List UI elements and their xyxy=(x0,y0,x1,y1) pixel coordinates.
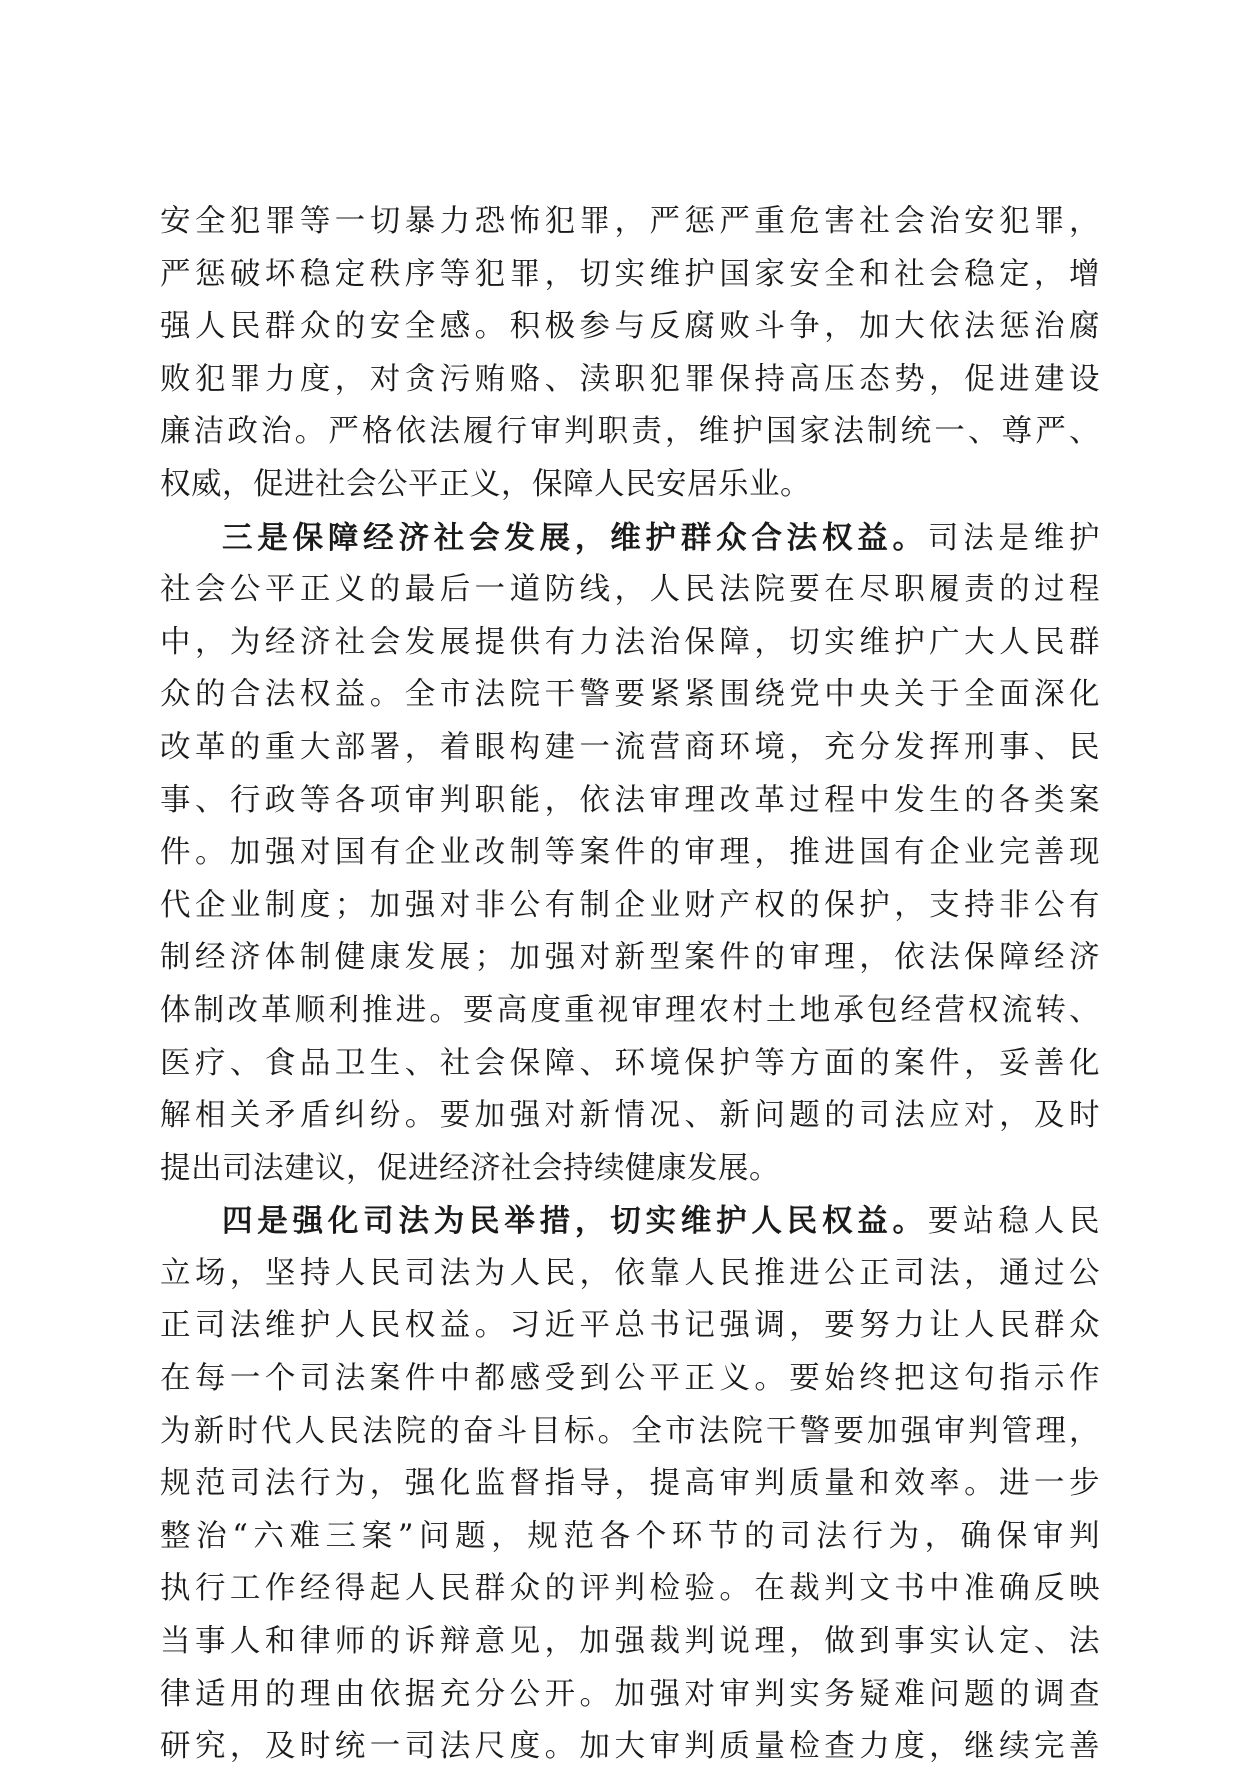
text-fragment: 司法是维护 xyxy=(927,520,1101,556)
continuation-paragraph xyxy=(160,196,1100,512)
text-line: 立场，坚持人民司法为人民，依靠人民推进公正司法，通过公 xyxy=(160,1255,1100,1291)
text-line: 正司法维护人民权益。习近平总书记强调，要努力让人民群众 xyxy=(160,1308,1100,1344)
text-line: 改革的重大部署，着眼构建一流营商环境，充分发挥刑事、民 xyxy=(160,729,1100,765)
text-line: 制经济体制健康发展；加强对新型案件的审理，依法保障经济 xyxy=(160,940,1100,976)
text-line: 律适用的理由依据充分公开。加强对审判实务疑难问题的调查 xyxy=(160,1676,1100,1712)
text-line: 廉洁政治。严格依法履行审判职责，维护国家法制统一、尊严、 xyxy=(160,414,1100,450)
text-line: 执行工作经得起人民群众的评判检验。在裁判文书中准确反映 xyxy=(160,1571,1100,1607)
text-line: 社会公平正义的最后一道防线，人民法院要在尽职履责的过程 xyxy=(160,572,1100,608)
text-line: 为新时代人民法院的奋斗目标。全市法院干警要加强审判管理， xyxy=(160,1413,1100,1449)
text-line: 中，为经济社会发展提供有力法治保障，切实维护广大人民群 xyxy=(160,624,1100,660)
section-3-heading: 三是保障经济社会发展，维护群众合法权益。 xyxy=(222,519,928,556)
text-line: 强人民群众的安全感。积极参与反腐败斗争，加大依法惩治腐 xyxy=(160,309,1100,345)
section-3-paragraph xyxy=(160,512,1100,1196)
text-line: 研究，及时统一司法尺度。加大审判质量检查力度，继续完善 xyxy=(160,1729,1100,1765)
text-line: 代企业制度；加强对非公有制企业财产权的保护，支持非公有 xyxy=(160,887,1100,923)
text-line: 权威，促进社会公平正义，保障人民安居乐业。 xyxy=(160,466,811,502)
text-line: 医疗、食品卫生、社会保障、环境保护等方面的案件，妥善化 xyxy=(160,1045,1100,1081)
body-text xyxy=(160,196,1100,1774)
section-3-first-line xyxy=(160,512,1100,565)
text-line: 事、行政等各项审判职能，依法审理改革过程中发生的各类案 xyxy=(160,782,1100,818)
text-line: 提出司法建议，促进经济社会持续健康发展。 xyxy=(160,1150,780,1186)
section-4-heading: 四是强化司法为民举措，切实维护人民权益。 xyxy=(222,1203,928,1240)
text-line: 严惩破坏稳定秩序等犯罪，切实维护国家安全和社会稳定，增 xyxy=(160,256,1100,292)
section-4-first-line xyxy=(160,1195,1100,1248)
section-4-paragraph xyxy=(160,1195,1100,1774)
text-line: 在每一个司法案件中都感受到公平正义。要始终把这句指示作 xyxy=(160,1361,1100,1397)
text-line: 体制改革顺利推进。要高度重视审理农村土地承包经营权流转、 xyxy=(160,992,1100,1028)
text-line: 败犯罪力度，对贪污贿赂、渎职犯罪保持高压态势，促进建设 xyxy=(160,361,1100,397)
text-line: 件。加强对国有企业改制等案件的审理，推进国有企业完善现 xyxy=(160,835,1100,871)
text-line: 规范司法行为，强化监督指导，提高审判质量和效率。进一步 xyxy=(160,1466,1100,1502)
text-line: 解相关矛盾纠纷。要加强对新情况、新问题的司法应对，及时 xyxy=(160,1098,1100,1134)
text-fragment: 要站稳人民 xyxy=(927,1204,1101,1240)
text-line: 众的合法权益。全市法院干警要紧紧围绕党中央关于全面深化 xyxy=(160,677,1100,713)
text-line: 当事人和律师的诉辩意见，加强裁判说理，做到事实认定、法 xyxy=(160,1624,1100,1660)
text-line: 整治“六难三案”问题，规范各个环节的司法行为，确保审判 xyxy=(160,1518,1100,1554)
text-line: 安全犯罪等一切暴力恐怖犯罪，严惩严重危害社会治安犯罪， xyxy=(160,204,1100,239)
